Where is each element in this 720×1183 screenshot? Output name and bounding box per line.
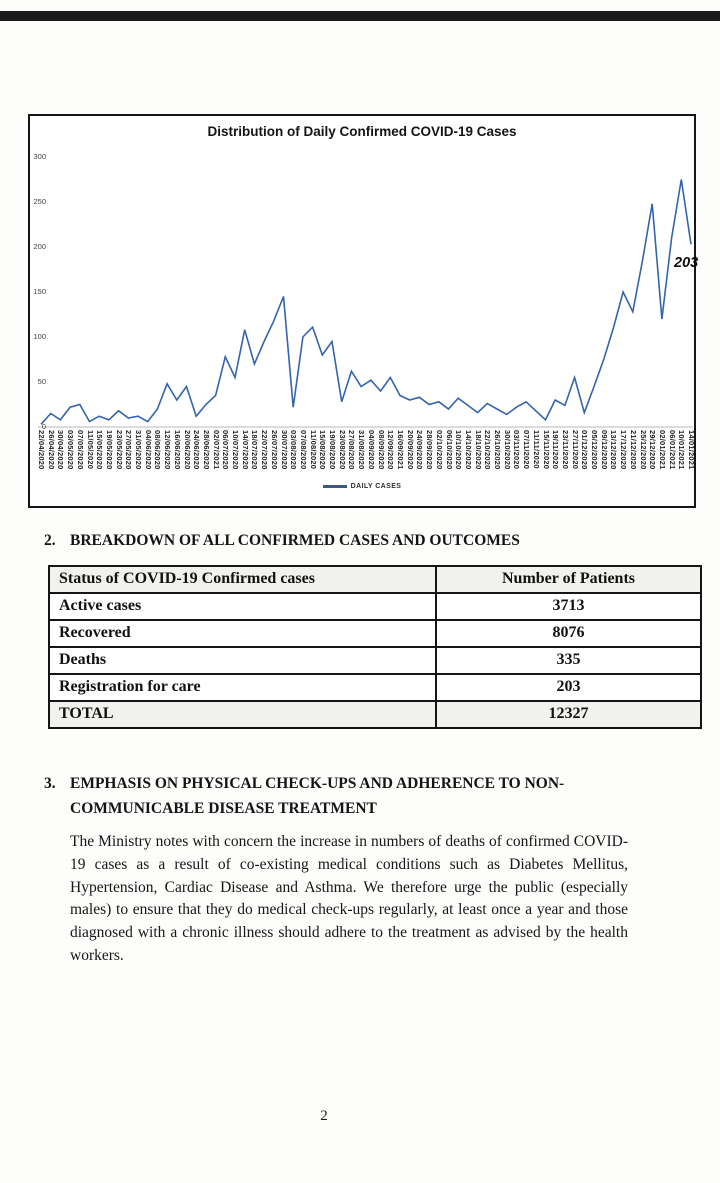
x-axis-tick-label: 29/12/2020 [648,430,658,470]
x-axis-tick-label: 22/10/2020 [483,430,493,470]
chart-title: Distribution of Daily Confirmed COVID-19 Cases [207,124,517,139]
x-axis-tick-label: 30/07/2020 [279,430,289,470]
x-axis-tick-label: 15/05/2020 [95,430,105,470]
y-axis-tick-label: 200 [33,242,46,251]
x-axis-tick-label: 03/11/2020 [512,430,522,470]
x-axis-tick-label: 14/01/2021 [687,430,696,470]
x-axis-tick-label: 11/11/2020 [531,430,541,469]
table-body [49,593,701,728]
x-axis-tick-label: 23/05/2020 [114,430,124,470]
x-axis-tick-label: 13/12/2020 [609,430,619,470]
section-3-paragraph: The Ministry notes with concern the increase in numbers of deaths of confirmed COVID-19 cases as a result of co-existing medical conditions such as Diabetes Mellitus, Hypertension, Cardiac Disease and Asthma. We therefore urge the public (especially males) to ensure that they do medical check-ups regularly, at least once a year and those diagnosed with a chronic illness should adhere to the treatment as advised by the health workers. [70,833,628,964]
x-axis-tick-label: 27/11/2020 [570,430,580,470]
status-cell: TOTAL [49,701,436,728]
x-axis-tick-label: 05/12/2020 [590,430,599,470]
x-axis-tick-label: 11/05/2020 [85,430,95,470]
x-axis-tick-label: 19/05/2020 [104,430,114,470]
x-axis-tick-label: 21/12/2020 [628,430,638,470]
x-axis-tick-label: 27/05/2020 [124,430,134,470]
x-axis-tick-label: 09/12/2020 [599,430,609,470]
x-axis-tick-label: 22/07/2020 [260,430,270,470]
x-axis-tick-label: 04/06/2020 [143,430,153,470]
cases-outcomes-table [48,565,702,729]
table-row [49,593,701,620]
covid-chart [28,114,699,508]
section-2-heading [44,528,520,553]
table-row [49,620,701,647]
count-cell: 3713 [436,593,701,620]
x-axis-tick-label: 14/07/2020 [240,430,250,470]
x-axis-tick-label: 23/08/2020 [337,430,347,470]
status-column-header: Status of COVID-19 Confirmed cases [49,566,436,593]
x-axis-tick-label: 02/07/2021 [211,430,221,470]
legend-line-swatch-icon [323,485,347,488]
x-axis-tick-label: 19/11/2020 [551,430,561,470]
x-axis-tick-label: 03/08/2020 [289,430,299,470]
x-axis-tick-label: 19/08/2020 [328,430,337,470]
x-axis-tick-label: 25/12/2020 [638,430,648,470]
page-number: 2 [320,1108,328,1124]
table-header-row [49,566,701,593]
table-row [49,674,701,701]
x-axis-tick-label: 26/04/2020 [46,430,56,470]
x-axis-tick-label: 07/08/2020 [298,430,308,470]
table-row [49,701,701,728]
x-axis-tick-label: 27/08/2020 [347,430,357,470]
x-axis-tick-label: 26/10/2020 [493,430,502,470]
x-axis-tick-label: 12/06/2020 [163,430,173,470]
section-3-heading [44,771,572,821]
y-axis-tick-label: 50 [37,377,46,386]
section-3-heading-text: EMPHASIS ON PHYSICAL CHECK-UPS AND ADHERENCE TO NON-COMMUNICABLE DISEASE TREATMENT [70,775,565,817]
x-axis-tick-label: 03/05/2020 [66,430,76,470]
x-axis-tick-label: 30/04/2020 [56,430,66,470]
x-axis-tick-label: 20/06/2020 [182,430,192,470]
x-axis-tick-label: 24/09/2020 [415,430,425,470]
legend-label: DAILY CASES [350,483,402,490]
last-value-annotation: 203 [674,255,699,271]
x-axis-tick-label: 16/06/2020 [172,430,182,470]
table-row [49,647,701,674]
x-axis-tick-label: 16/09/2021 [396,430,405,470]
x-axis-tick-label: 22/04/2020 [37,430,46,470]
x-axis-tick-label: 18/10/2020 [473,430,483,470]
status-cell: Recovered [49,620,436,647]
x-axis-tick-label: 26/07/2020 [269,430,279,470]
x-axis-tick-label: 24/06/2020 [192,430,202,470]
x-axis-tick-label: 31/08/2020 [357,430,367,470]
section-2-heading-text: BREAKDOWN OF ALL CONFIRMED CASES AND OUTCOMES [70,532,520,549]
x-axis-tick-label: 06/10/2020 [444,430,454,470]
table-header [49,566,701,593]
status-cell: Deaths [49,647,436,674]
section-2-number: 2. [44,532,56,549]
x-axis-tick-label: 06/01/2021 [667,430,677,470]
status-cell: Registration for care [49,674,436,701]
count-cell: 8076 [436,620,701,647]
count-cell: 203 [436,674,701,701]
y-axis-tick-label: 250 [33,197,46,206]
section-3-number: 3. [44,775,56,792]
y-axis-tick-label: 100 [33,332,46,341]
status-cell: Active cases [49,593,436,620]
x-axis-tick-label: 07/11/2020 [522,430,532,470]
x-axis-tick-label: 30/10/2020 [502,430,512,470]
x-axis-tick-label: 07/05/2020 [75,430,85,470]
x-axis-tick-label: 08/06/2020 [153,430,163,470]
chart-legend [30,483,694,490]
x-axis-tick-label: 02/10/2020 [434,430,444,470]
x-axis-tick-label: 01/12/2020 [580,430,590,470]
x-axis-tick-label: 12/09/2020 [386,430,396,470]
x-axis-tick-label: 04/09/2020 [366,430,376,470]
x-axis-tick-label: 11/08/2020 [308,430,318,470]
top-scan-bar [0,11,720,21]
x-axis-tick-label: 06/07/2020 [221,430,231,470]
x-axis-tick-label: 08/09/2020 [376,430,386,470]
number-column-header: Number of Patients [436,566,701,593]
x-axis-tick-label: 17/12/2020 [619,430,629,470]
y-axis-tick-label: 300 [33,152,46,161]
x-axis-tick-label: 14/10/2020 [463,430,473,470]
x-axis-tick-label: 28/06/2020 [201,430,211,470]
y-axis-tick-label: 150 [33,287,46,296]
daily-cases-line [41,180,691,425]
x-axis-tick-label: 02/01/2021 [657,430,667,470]
x-axis-tick-label: 10/07/2020 [231,430,240,470]
x-axis-tick-label: 10/10/2020 [454,430,464,470]
x-axis-tick-label: 15/11/2020 [541,430,551,470]
x-axis-tick-label: 15/08/2020 [318,430,328,470]
x-axis-tick-label: 18/07/2020 [250,430,260,470]
x-axis-tick-label: 28/09/2020 [425,430,435,470]
x-axis-tick-label: 10/01/2021 [677,430,687,470]
x-axis-tick-label: 23/11/2020 [560,430,570,470]
x-axis-tick-label: 31/05/2020 [134,430,143,470]
y-axis-tick-label: 0 [41,422,46,431]
count-cell: 335 [436,647,701,674]
count-cell: 12327 [436,701,701,728]
x-axis-tick-label: 20/09/2020 [405,430,415,470]
